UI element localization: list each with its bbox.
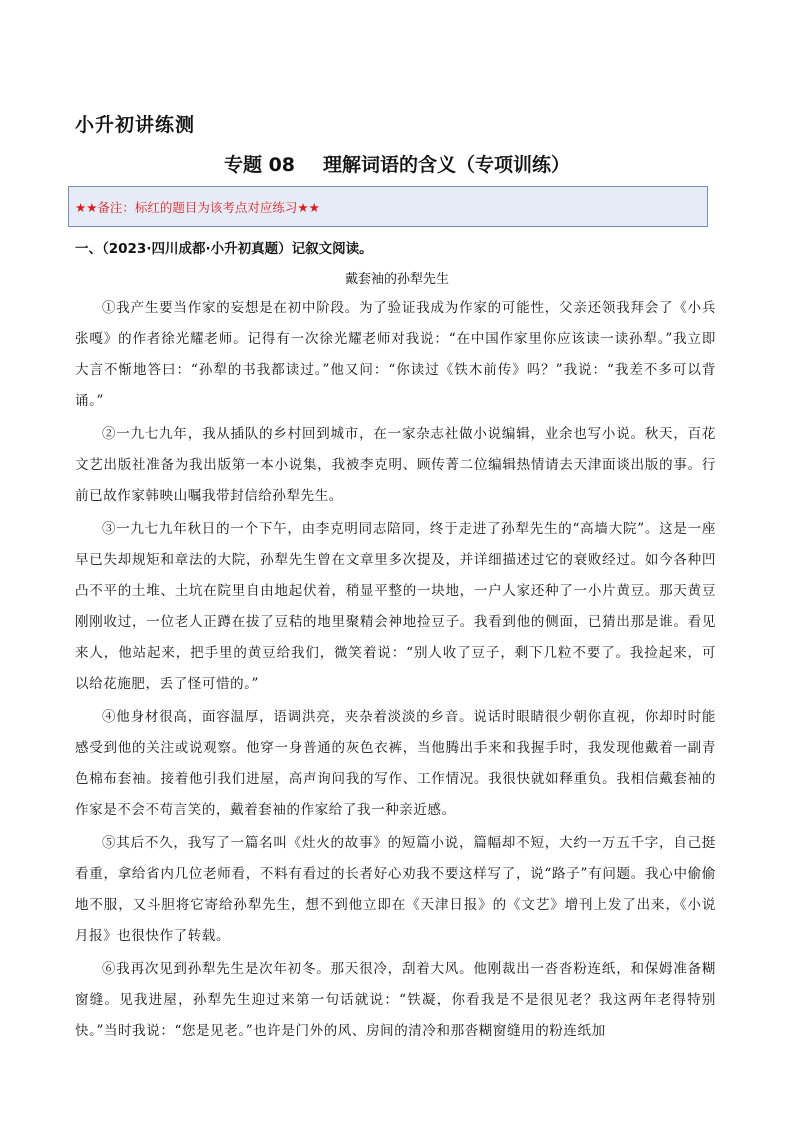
passage-title: 戴套袖的孙犁先生: [344, 272, 449, 287]
paragraph-1: ①我产生要当作家的妄想是在初中阶段。为了验证我成为作家的可能性，父亲还领我拜会了《小兵张嘎》的作者徐光耀老师。记得有一次徐光耀老师对我说：“在中国作家里你应该读一读孙犁。”我立即大言不惭地答曰：“孙犁的书我都读过。”他又问：“你读过《铁木前传》吗？”我说：“我差不多可以背诵。”: [75, 300, 716, 409]
passage-body: [75, 293, 716, 1049]
paragraph-6: ⑥我再次见到孙犁先生是次年初冬。那天很冷，刮着大风。他刚裁出一沓沓粉连纸，和保姆准备糊窗缝。见我进屋，孙犁先生迎过来第一句话就说：“铁凝，你看我是不是很见老？我这两年老得特别快。”当时我说：“您是见老。”也许是门外的风、房间的清冷和那沓糊窗缝用的粉连纸加: [75, 961, 716, 1039]
paragraph-5: ⑤其后不久，我写了一篇名叫《灶火的故事》的短篇小说，篇幅却不短，大约一万五千字，自己挺看重，拿给省内几位老师看，不料有看过的长者好心劝我不要这样写了，说“路子”有问题。我心中偷偷地不服，又斗胆将它寄给孙犁先生，想不到他立即在《天津日报》的《文艺》增刊上发了出来，《小说月报》也很快作了转载。: [75, 835, 716, 944]
series-title: 小升初讲练测: [75, 114, 196, 136]
paragraph-3: ③一九七九年秋日的一个下午，由李克明同志陪同，终于走进了孙犁先生的“高墙大院”。这是一座早已失却规矩和章法的大院，孙犁先生曾在文章里多次提及，并详细描述过它的衰败经过。如今各种凹凸不平的土堆、土坑在院里自由地起伏着，稍显平整的一块地，一户人家还种了一小片黄豆。那天黄豆刚刚收过，一位老人正蹲在拔了豆秸的地里聚精会神地捡豆子。我看到他的侧面，已猜出那是谁。看见来人，他站起来，把手里的黄豆给我们，微笑着说：“别人收了豆子，剩下几粒不要了。我捡起来，可以给花施肥，丢了怪可惜的。”: [75, 521, 716, 692]
section-heading: 一、（2023·四川成都·小升初真题）记叙文阅读。: [75, 241, 373, 257]
topic-name: 理解词语的含义（专项训练）: [323, 154, 571, 176]
note-text: ★★备注：标红的题目为该考点对应练习★★: [75, 200, 320, 215]
topic-title: [75, 150, 719, 177]
paragraph-4: ④他身材很高，面容温厚，语调洪亮，夹杂着淡淡的乡音。说话时眼睛很少朝你直视，你却时时能感受到他的关注或说观察。他穿一身普通的灰色衣裤，当他腾出手来和我握手时，我发现他戴着一副青色棉布套袖。接着他引我们进屋，高声询问我的写作、工作情况。我很快就如释重负。我相信戴套袖的作家是不会不苟言笑的，戴着套袖的作家给了我一种亲近感。: [75, 709, 716, 818]
topic-number: 专题 08: [223, 154, 296, 176]
paragraph-2: ②一九七九年，我从插队的乡村回到城市，在一家杂志社做小说编辑，业余也写小说。秋天，百花文艺出版社准备为我出版第一本小说集，我被李克明、顾传菁二位编辑热情请去天津面谈出版的事。行前已故作家韩映山嘱我带封信给孙犁先生。: [75, 426, 716, 504]
note-box: [68, 186, 708, 227]
